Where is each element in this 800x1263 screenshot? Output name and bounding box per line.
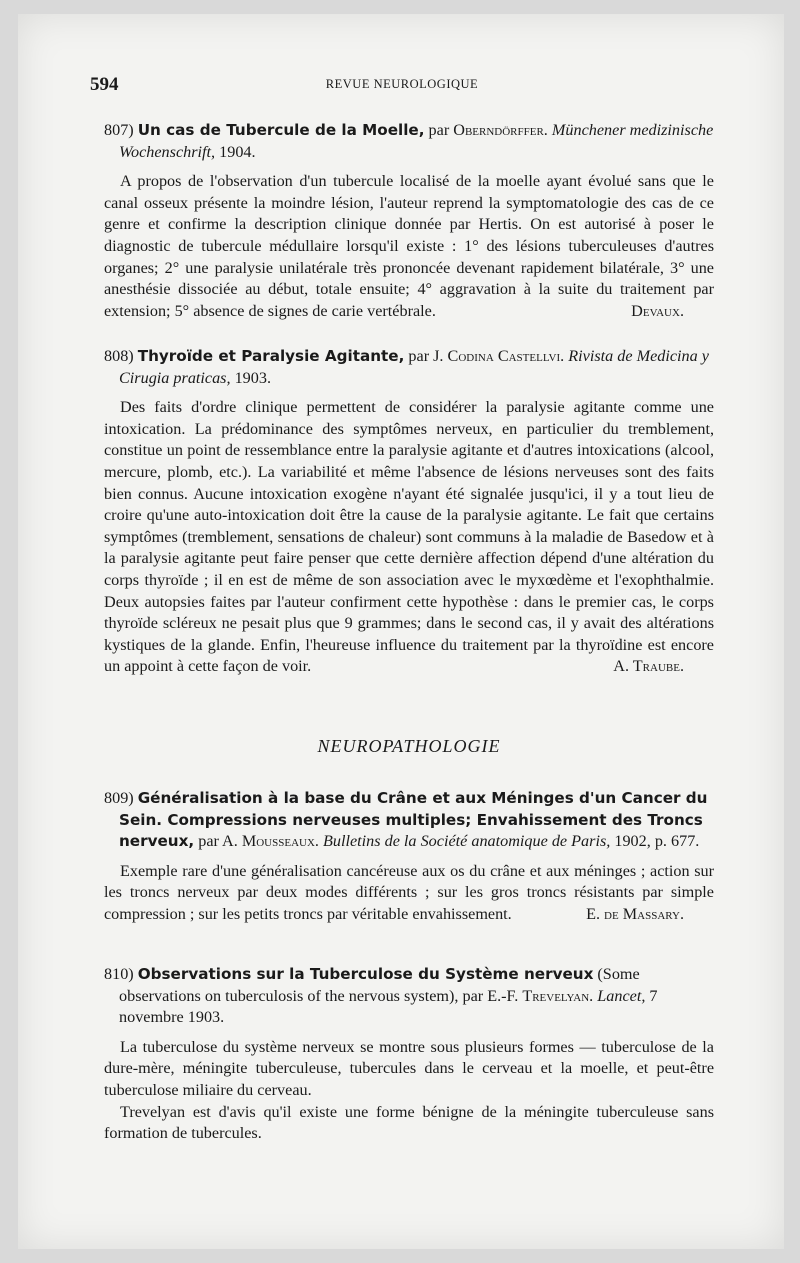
article-807-source: Münchener medizinische Wochenschrift, [119, 121, 714, 161]
article-808-title: Thyroïde et Paralysie Agitante, [137, 347, 405, 365]
page-number: 594 [90, 74, 119, 95]
article-809-by: par A. [198, 832, 238, 851]
article-808-author: Codina Castellvi. [447, 347, 565, 365]
article-807-by: par [428, 121, 450, 139]
article-807-author: Oberndörffer. [453, 121, 548, 139]
article-807-year: 1904. [219, 142, 256, 161]
article-809-body: Exemple rare d'une généralisation cancéreuse aux os du crâne et aux méninges ; action sur les troncs nerveux par deux modes différents ; sur les gros troncs résistants par simple compression ; sur les petits troncs par véritable envahissement. [104, 861, 714, 923]
article-810-body-2: Trevelyan est d'avis qu'il existe une forme bénigne de la méningite tuberculeuse sans formation de tubercules. [104, 1102, 714, 1143]
article-810-body: La tuberculose du système nerveux se montre sous plusieurs formes — tuberculose de la dure-mère, méningite tuberculeuse, tubercules dans le cerveau et la moelle, et peut-être tuberculose miliaire du cerveau. [104, 1037, 714, 1099]
article-809 [104, 788, 714, 926]
running-header [90, 74, 714, 98]
article-807 [104, 120, 714, 322]
article-810-title: Observations sur la Tuberculose du Système nerveux [137, 965, 594, 983]
article-807-number: 807) [104, 121, 134, 139]
article-808-signature: A. Traube. [613, 657, 684, 676]
article-808-heading [104, 346, 714, 389]
article-808-by: par J. [408, 347, 444, 365]
article-810-source: Lancet, [597, 986, 646, 1005]
article-810-number: 810) [104, 965, 134, 983]
article-808-body: Des faits d'ordre clinique permettent de considérer la paralysie agitante comme une intoxication. La prédominance des symptômes nerveux, en particulier du tremblement, constitue un point de ressemblance entre la paralysie agitante et d'autres intoxications (alcool, mercure, plomb, etc.). La variabilité et même l'absence de lésions nerveuses sont des faits bien connus. Aucune intoxication exogène n'ayant été signalée jusqu'ici, il y a tout lieu de croire qu'une auto-intoxication doit être la cause de la paralysie agitante. Le fait que certains symptômes (tremblement, sensations de chaleur) sont communs à la maladie de Basedow et à la paralysie agitante peut faire penser que cette dernière affection dépend d'une altération du corps thyroïde ; il en est de même de son association avec le myxœdème et l'exophthalmie. Deux autopsies faites par l'auteur confirment cette hypothèse : dans le premier cas, le corps thyroïde scléreux ne pesait plus que 9 grammes; dans le second cas, il y avait des altérations kystiques de la glande. Enfin, l'heureuse influence du traitement par la thyroïdine est encore un appoint à cette façon de voir. [104, 398, 714, 676]
article-808-number: 808) [104, 347, 134, 365]
article-807-body: A propos de l'observation d'un tubercule localisé de la moelle ayant évolué sans que le canal osseux présente la moindre lésion, l'auteur reprend la symptomatologie des cas de ce genre et confirme la description clinique donnée par Hertis. On est autorisé à poser le diagnostic de tubercule médullaire lorsqu'il existe : 1° des lésions tuberculeuses d'autres organes; 2° une paralysie unilatérale très prononcée devenant rapidement bilatérale, 3° une anesthésie dissociée au début, totale ensuite; 4° aggravation à la suite du traitement par extension; 5° absence de signes de carie vertébrale. [104, 172, 714, 320]
article-809-signature: E. de Massary. [586, 904, 684, 923]
article-809-author: Mousseaux. [241, 832, 319, 851]
article-810 [104, 964, 714, 1145]
article-809-title: Généralisation à la base du Crâne et aux Méninges d'un Cancer du Sein. Compressions nerveuses multiples; Envahissement des Troncs nerveux, [119, 789, 708, 851]
article-809-number: 809) [104, 789, 134, 807]
article-807-heading [104, 120, 714, 163]
article-808-source: Rivista de Medicina y Cirugia praticas, [119, 347, 709, 387]
running-title: REVUE NEUROLOGIQUE [325, 77, 479, 91]
article-809-heading [104, 788, 714, 853]
article-808 [104, 346, 714, 678]
article-810-heading [104, 964, 714, 1029]
section-title: NEUROPATHOLOGIE [317, 736, 501, 756]
article-809-year: 1902, p. 677. [614, 832, 700, 851]
article-810-author: Trevelyan. [522, 986, 594, 1005]
article-807-signature: Devaux. [631, 301, 684, 320]
article-809-source: Bulletins de la Société anatomique de Paris, [323, 832, 611, 851]
article-807-title: Un cas de Tubercule de la Moelle, [137, 121, 425, 139]
article-810-year: 7 novembre 1903. [119, 986, 658, 1027]
article-810-subtitle: (Some observations on tuberculosis of the nervous system), par E.-F. [119, 965, 640, 1005]
article-808-year: 1903. [234, 368, 271, 387]
